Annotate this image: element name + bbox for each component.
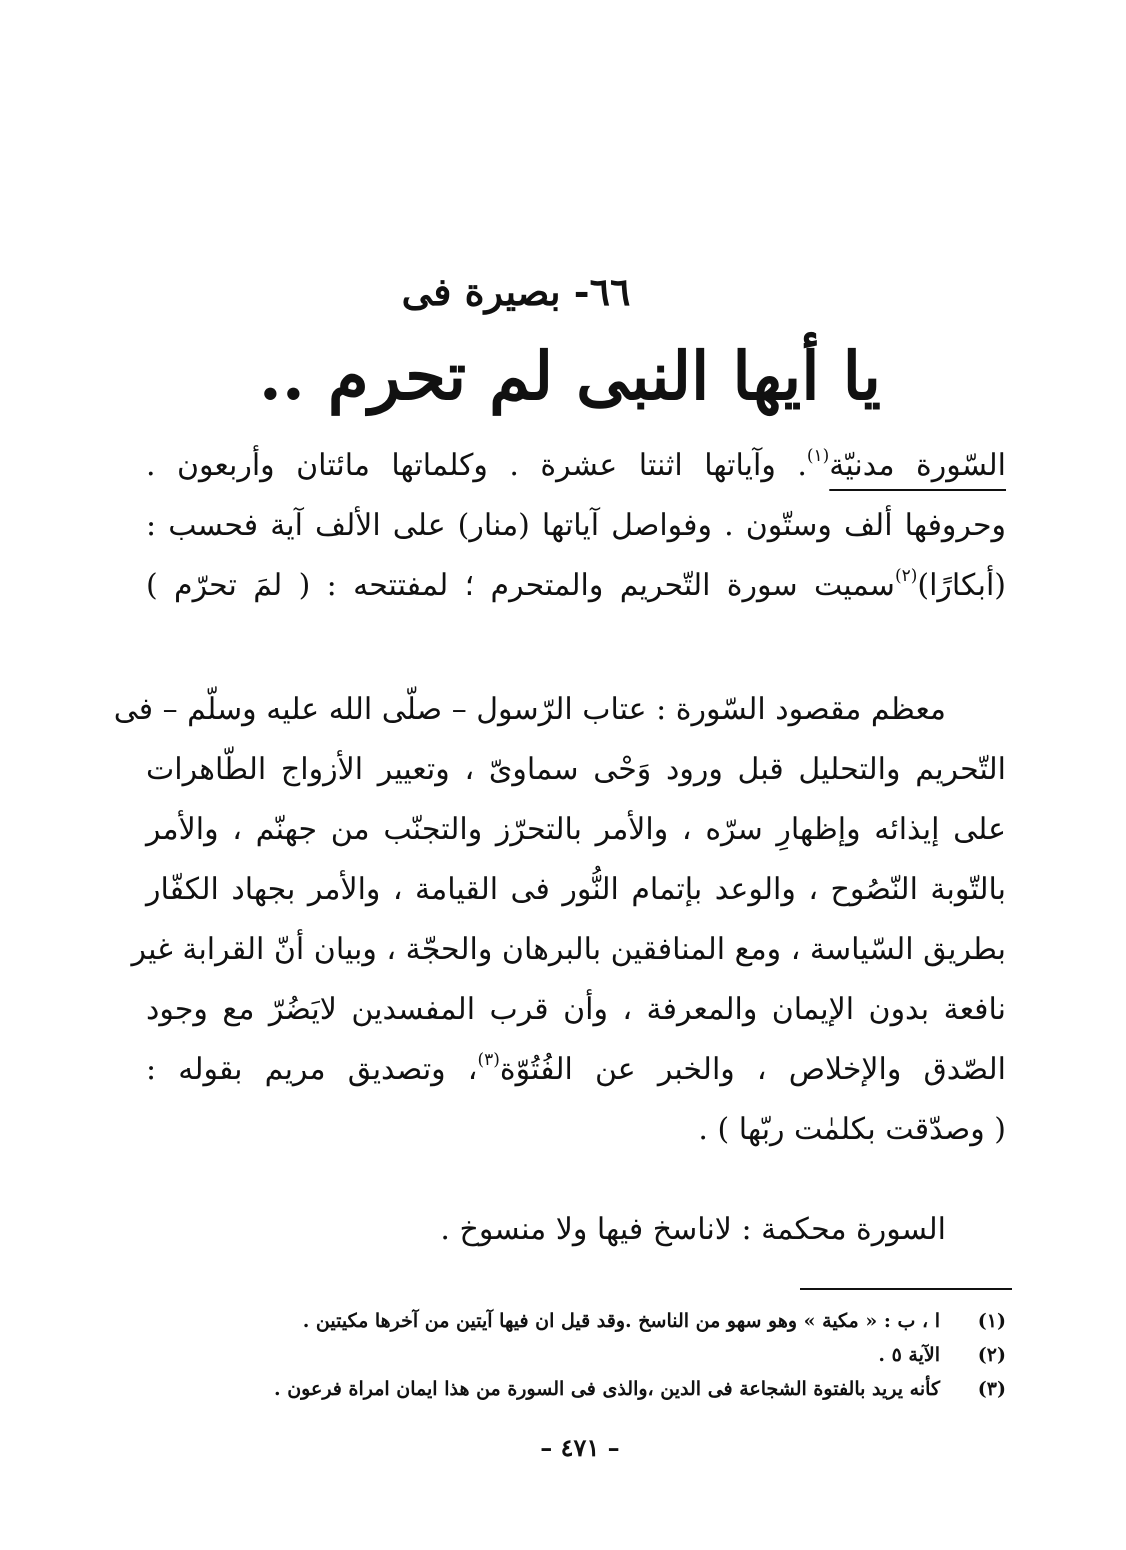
intro-text: سميت سورة التّحريم والمتحرم ؛ لمفتتحه : ( لمَ تحرّم ) [146, 568, 895, 603]
ruling-paragraph [146, 1200, 1006, 1260]
footnote-ref-1: (١) [806, 446, 830, 466]
intro-line [146, 556, 1006, 616]
purpose-paragraph [113, 680, 1006, 1160]
intro-text: السّورة مدنيّة [829, 448, 1007, 483]
intro-text: . وآياتها اثنتا عشرة . وكلماتها مائتان وأربعون . [146, 448, 807, 483]
purpose-line: التّحريم والتحليل قبل ورود وَحْى سماوىّ ، وتعيير الأزواج الطّاهرات [146, 752, 1006, 787]
footnote-text: كأنه يريد بالفتوة الشجاعة فى الدين ،والذى فى السورة من هذا ايمان امراة فرعون . [273, 1378, 940, 1400]
intro-line: وحروفها ألف وستّون . وفواصل آياتها (منار) على الألف آية فحسب : [146, 508, 1006, 543]
footnote-2 [146, 1339, 1006, 1371]
footnote-number: (٣) [977, 1378, 1006, 1400]
footnote-text: الآية ٥ . [878, 1344, 940, 1366]
footnote-text: ا ، ب : « مكية » وهو سهو من الناسخ .وقد قيل ان فيها آيتين من آخرها مكيتين . [302, 1310, 940, 1332]
purpose-text: ، وتصديق مريم بقوله : [146, 1052, 478, 1087]
intro-paragraph [146, 436, 1006, 616]
footnote-number: (١) [977, 1310, 1006, 1332]
footnote-divider [800, 1288, 1012, 1290]
purpose-text: الصّدق والإخلاص ، والخبر عن الفُتُوّة [499, 1052, 1006, 1087]
chapter-heading: ٦٦- بصيرة فى [401, 269, 631, 314]
footnote-3 [146, 1373, 1006, 1405]
intro-line [146, 436, 1006, 496]
purpose-line: على إيذائه وإظهارِ سرّه ، والأمر بالتحرّز والتجنّب من جهنّم ، والأمر [146, 812, 1006, 847]
footnote-number: (٢) [977, 1344, 1006, 1366]
footnote-1 [146, 1305, 1006, 1337]
footnote-ref-2: (٢) [894, 566, 918, 586]
purpose-line: معظم مقصود السّورة : عتاب الرّسول – صلّى الله عليه وسلّم – فى [113, 692, 946, 727]
page-number: – ٤٧١ – [540, 1433, 620, 1462]
footnote-ref-3: (٣) [477, 1050, 500, 1070]
chapter-title: يا أيها النبى لم تحرم .. [258, 337, 882, 415]
intro-text: (أبكارًا) [917, 568, 1006, 603]
purpose-line: بالتّوبة النّصُوح ، والوعد بإتمام النُّور فى القيامة ، والأمر بجهاد الكفّار [146, 872, 1006, 907]
purpose-line: بطريق السّياسة ، ومع المنافقين بالبرهان والحجّة ، وبيان أنّ القرابة غير [131, 932, 1006, 967]
ruling-line: السورة محكمة : لاناسخ فيها ولا منسوخ . [440, 1212, 946, 1247]
purpose-line: نافعة بدون الإيمان والمعرفة ، وأن قرب المفسدين لايَضُرّ مع وجود [146, 992, 1006, 1027]
purpose-line: ( وصدّقت بكلمٰت ربّها ) . [698, 1112, 1006, 1147]
purpose-line [146, 1040, 1006, 1100]
